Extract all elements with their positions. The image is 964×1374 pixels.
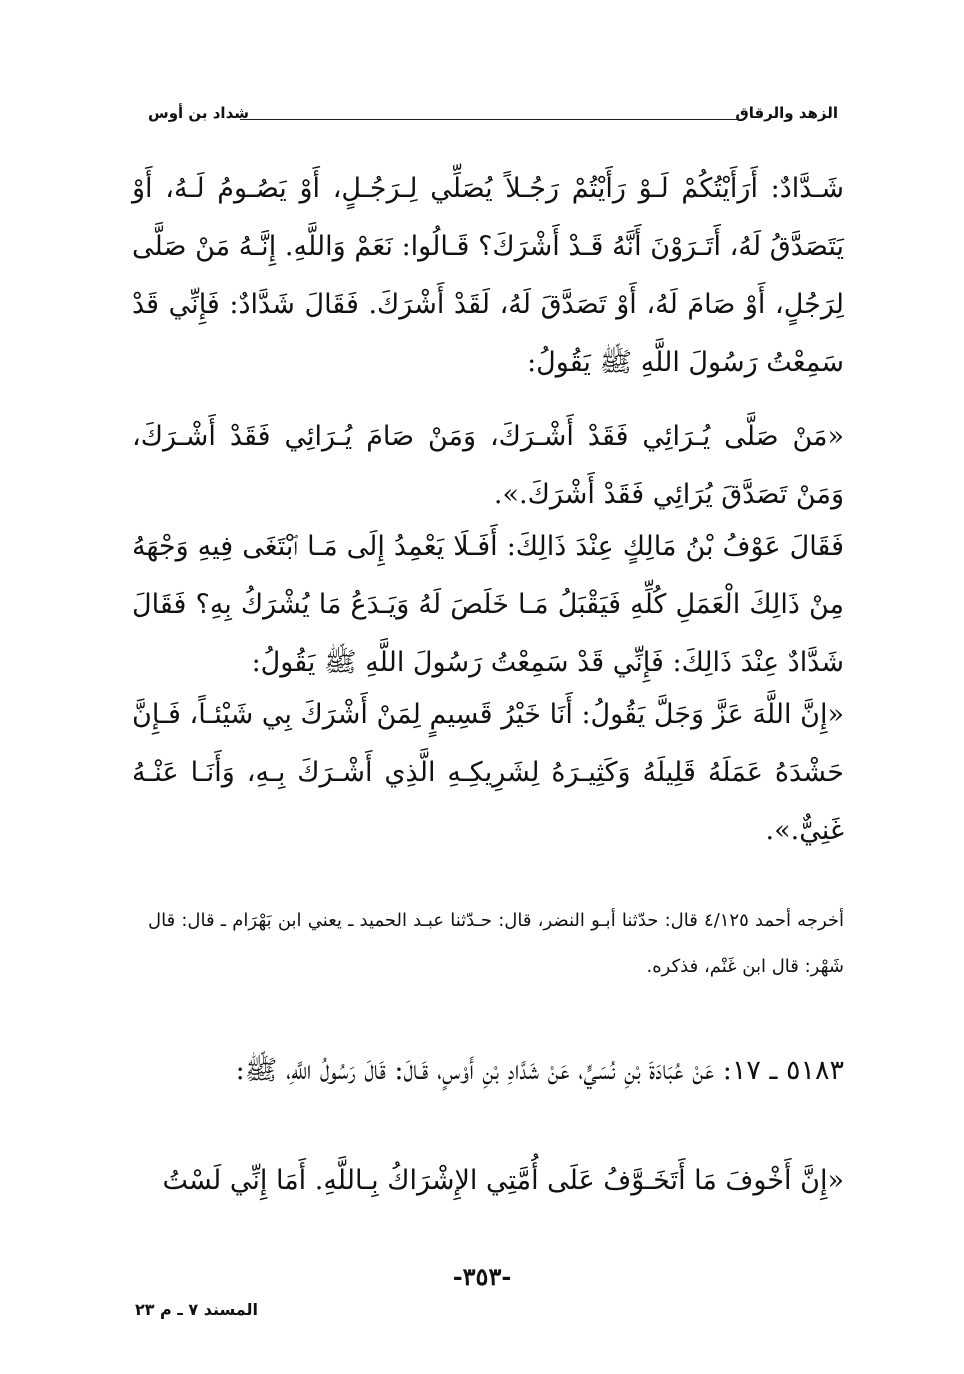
hadith-quote-2: «إِنَّ اللَّهَ عَزَّ وَجَلَّ يَقُولُ: أَنَا خَيْرُ قَسِيمٍ لِمَنْ أَشْرَكَ بِي شَيْئـاً، فَـإِنَّ حَشْدَهُ عَمَلَهُ قَلِيلَهُ وَكَثِيـرَهُ لِشَرِيكِـهِ الَّذِي أَشْـرَكَ بِـهِ، وَأَنَـا عَنْـهُ غَنِيٌّ.». xyxy=(132,699,844,846)
paragraph-1: شَـدَّادٌ: أَرَأَيْتُكُمْ لَـوْ رَأَيْتُمْ رَجُـلاً يُصَلِّي لِـرَجُـلٍ، أَوْ يَصُـومُ لَـهُ، أَوْ يَتَصَدَّقُ لَهُ، أَتَـرَوْنَ أَنَّهُ قَـدْ أَشْرَكَ؟ قَـالُوا: نَعَمْ وَاللَّهِ. إِنَّـهُ مَنْ صَلَّى لِرَجُلٍ، أَوْ صَامَ لَهُ، أَوْ تَصَدَّقَ لَهُ، لَقَدْ أَشْرَكَ. فَقَالَ شَدَّادٌ: فَإِنِّي قَدْ سَمِعْتُ رَسُولَ اللَّهِ ﷺ يَقُولُ: xyxy=(132,173,844,378)
narrator-name: شداد بن أوس xyxy=(148,104,249,122)
running-header xyxy=(148,100,838,130)
hadith-quote-1: «مَنْ صَلَّى يُـرَائِي فَقَدْ أَشْـرَكَ، وَمَنْ صَامَ يُـرَائِي فَقَدْ أَشْـرَكَ، وَمَنْ تَصَدَّقَ يُرَائِي فَقَدْ أَشْرَكَ.». xyxy=(132,421,844,510)
header-rule xyxy=(240,119,742,120)
section-title: الزهد والرقاق xyxy=(735,104,838,122)
footer-reference: المسند ٧ ـ م ٢٣ xyxy=(134,1300,258,1319)
paragraph-2: فَقَالَ عَوْفُ بْنُ مَالِكٍ عِنْدَ ذَالِكَ: أَفَـلَا يَعْمِدُ إِلَى مَـا ٱبْتَغَى فِيهِ وَجْهَهُ مِنْ ذَالِكَ الْعَمَلِ كُلِّهِ فَيَقْبَلُ مَـا خَلَصَ لَهُ وَيَـدَعُ مَا يُشْرَكُ بِهِ؟ فَقَالَ شَدَّادٌ عِنْدَ ذَالِكَ: فَإِنِّي قَدْ سَمِعْتُ رَسُولَ اللَّهِ ﷺ يَقُولُ: xyxy=(132,531,844,678)
source-footnote: أخرجه أحمد ٤/١٢٥ قال: حدّثنا أبـو النضر، قال: حـدّثنا عبـد الحميد ـ يعني ابن بَهْرَام ـ قال: قال شَهْر: قال ابن غَنْم، فذكره. xyxy=(148,910,844,977)
hadith-text: «إِنَّ أَخْوفَ مَا أَتَخَـوَّفُ عَلَى أُمَّتِي الإِشْرَاكُ بِـاللَّهِ. أَمَا إِنِّي لَسْتُ xyxy=(162,1165,844,1196)
hadith-entry: ٥١٨٣ ـ ١٧: عَنْ عُبَادَةَ بْنِ نُسَيٍّ، عَنْ شَدَّادِ بْنِ أَوْسٍ، قَـالَ: قَالَ رَسُولُ اللَّهِ، ﷺ: xyxy=(235,1055,844,1086)
page-number: -٣٥٣- xyxy=(452,1262,512,1291)
